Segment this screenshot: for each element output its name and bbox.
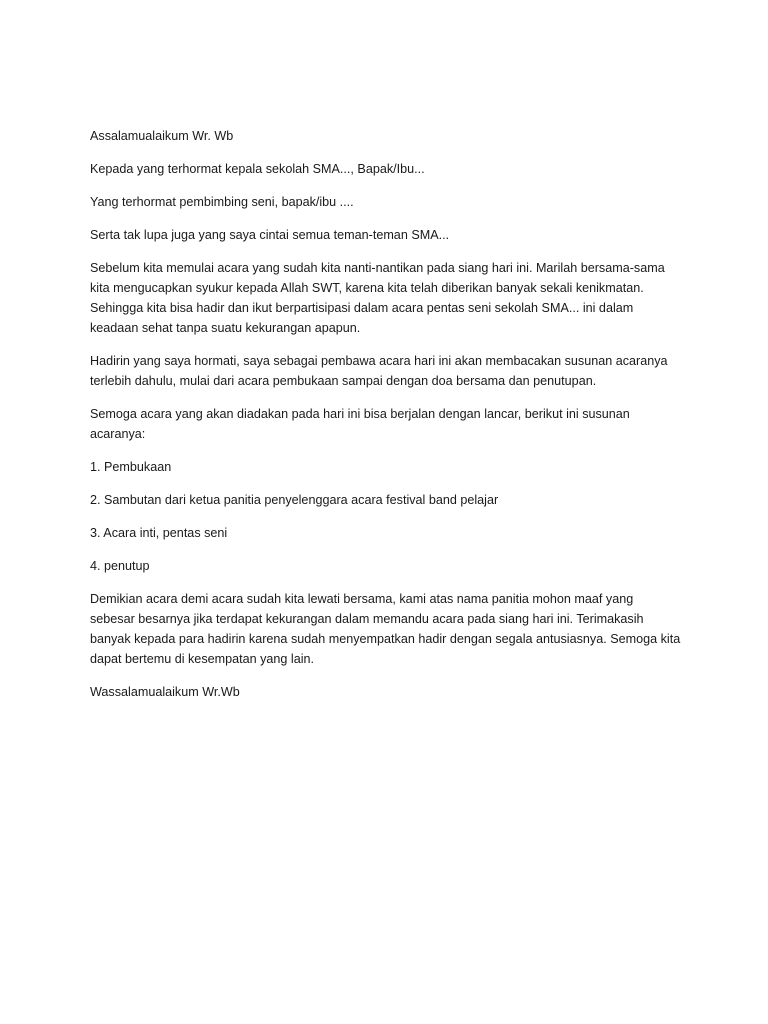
agenda-item-2: 2. Sambutan dari ketua panitia penyelenggara acara festival band pelajar bbox=[90, 493, 499, 507]
schedule-intro-paragraph bbox=[90, 404, 690, 444]
agenda-item-3: 3. Acara inti, pentas seni bbox=[90, 526, 228, 540]
greeting: Assalamualaikum Wr. Wb bbox=[90, 129, 234, 143]
schedule-intro-line: acaranya: bbox=[90, 427, 146, 441]
farewell: Wassalamualaikum Wr.Wb bbox=[90, 685, 240, 699]
schedule-intro-line: Semoga acara yang akan diadakan pada hari ini bisa berjalan dengan lancar, berikut ini susunan bbox=[90, 407, 630, 421]
intro-line: Hadirin yang saya hormati, saya sebagai pembawa acara hari ini akan membacakan susunan acaranya bbox=[90, 354, 668, 368]
closing-line: sebesar besarnya jika terdapat kekurangan dalam memandu acara pada siang hari ini. Terimakasih bbox=[90, 612, 644, 626]
document-page bbox=[90, 126, 690, 715]
opening-line: keadaan sehat tanpa suatu kekurangan apapun. bbox=[90, 321, 361, 335]
intro-paragraph bbox=[90, 351, 690, 391]
address-friends: Serta tak lupa juga yang saya cintai semua teman-teman SMA... bbox=[90, 228, 450, 242]
opening-paragraph bbox=[90, 258, 690, 338]
closing-line: banyak kepada para hadirin karena sudah menyempatkan hadir dengan segala antusiasnya. Semoga kita bbox=[90, 632, 681, 646]
closing-paragraph bbox=[90, 589, 690, 669]
address-principal: Kepada yang terhormat kepala sekolah SMA..., Bapak/Ibu... bbox=[90, 162, 425, 176]
opening-line: kita mengucapkan syukur kepada Allah SWT, karena kita telah diberikan banyak sekali kenikmatan. bbox=[90, 281, 644, 295]
closing-line: dapat bertemu di kesempatan yang lain. bbox=[90, 652, 315, 666]
agenda-item-4: 4. penutup bbox=[90, 559, 150, 573]
address-art-mentor: Yang terhormat pembimbing seni, bapak/ibu .... bbox=[90, 195, 354, 209]
intro-line: terlebih dahulu, mulai dari acara pembukaan sampai dengan doa bersama dan penutupan. bbox=[90, 374, 597, 388]
opening-line: Sehingga kita bisa hadir dan ikut berpartisipasi dalam acara pentas seni sekolah SMA... ini dalam bbox=[90, 301, 634, 315]
opening-line: Sebelum kita memulai acara yang sudah kita nanti-nantikan pada siang hari ini. Marilah bersama-sama bbox=[90, 261, 665, 275]
agenda-item-1: 1. Pembukaan bbox=[90, 460, 172, 474]
closing-line: Demikian acara demi acara sudah kita lewati bersama, kami atas nama panitia mohon maaf yang bbox=[90, 592, 634, 606]
